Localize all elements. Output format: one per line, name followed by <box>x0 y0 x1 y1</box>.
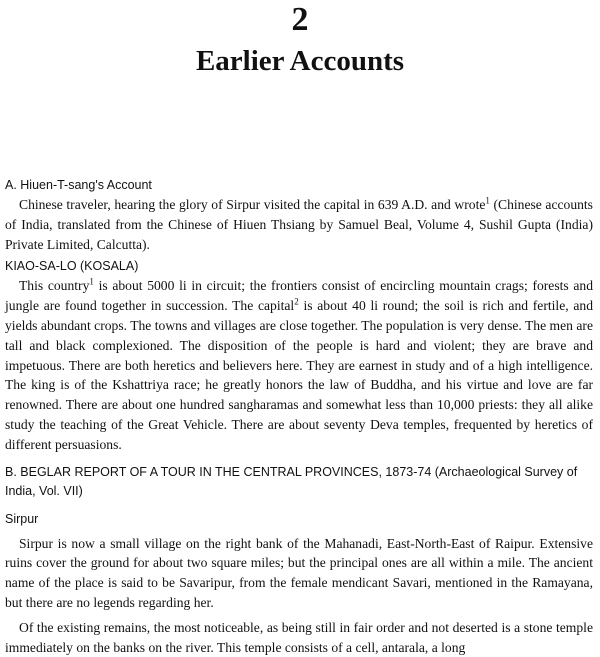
paragraph-text: This country <box>19 278 90 294</box>
section-heading-b: B. BEGLAR REPORT OF A TOUR IN THE CENTRAL PROVINCES, 1873-74 (Archaeological Survey of India, Vol. VII) <box>5 464 578 498</box>
subheading-sirpur: Sirpur <box>5 511 39 526</box>
chapter-title: Earlier Accounts <box>195 45 405 77</box>
chapter-number: 2 <box>291 1 309 38</box>
paragraph-text: (Chinese accounts of India, translated from the Chinese of Hiuen Thsiang by Samuel Beal, Volume 4, Sushil Gupta (India) Private Limited, Calcutta). <box>5 197 593 252</box>
paragraph-sirpur-1: Sirpur is now a small village on the right bank of the Mahanadi, East-North-East of Raipur. Extensive ruins cover the ground for about two square miles; but the principal ones are all within a mile. The ancient name of the place is said to be Savaripur, from the female mendicant Savari, mentioned in the Ramayana, but there are no legends regarding her. <box>5 535 593 610</box>
footnote-marker: 2 <box>294 296 299 307</box>
footnote-marker: 1 <box>485 195 490 206</box>
paragraph-hiuen-account <box>5 195 593 254</box>
paragraph-text: is about 40 li round; the soil is rich and fertile, and yields abundant crops. The towns and villages are close together. The population is very dense. The men are tall and black complexioned. The disposition of the people is hard and violent; they are brave and impetuous. There are both heretics and believers here. They are earnest in study and of a high intelligence. The king is of the Kshattriya race; he greatly honors the law of Buddha, and his virtue and love are far renowned. There are about one hundred sangharamas and somewhat less than 10,000 priests: they all alike study the teaching of the Great Vehicle. There are about seventy Deva temples, frequented by heretics of different persuasions. <box>5 298 593 452</box>
paragraph-kosala <box>5 276 593 454</box>
paragraph-text: Chinese traveler, hearing the glory of Sirpur visited the capital in 639 A.D. and wrote <box>19 197 486 212</box>
section-heading-kiao-sa-lo: KIAO-SA-LO (KOSALA) <box>5 259 139 274</box>
footnote-marker: 1 <box>89 276 94 287</box>
paragraph-text: is about 5000 li in circuit; the frontiers consist of encircling mountain crags; forests and jungle are found together in succession. The capital <box>5 278 594 314</box>
paragraph-sirpur-2: Of the existing remains, the most noticeable, as being still in fair order and not deserted is a stone temple immediately on the banks on the river. This temple consists of a cell, antarala, a long <box>5 619 593 655</box>
page-body <box>5 176 593 657</box>
section-heading-a: A. Hiuen-T-sang's Account <box>5 178 152 192</box>
